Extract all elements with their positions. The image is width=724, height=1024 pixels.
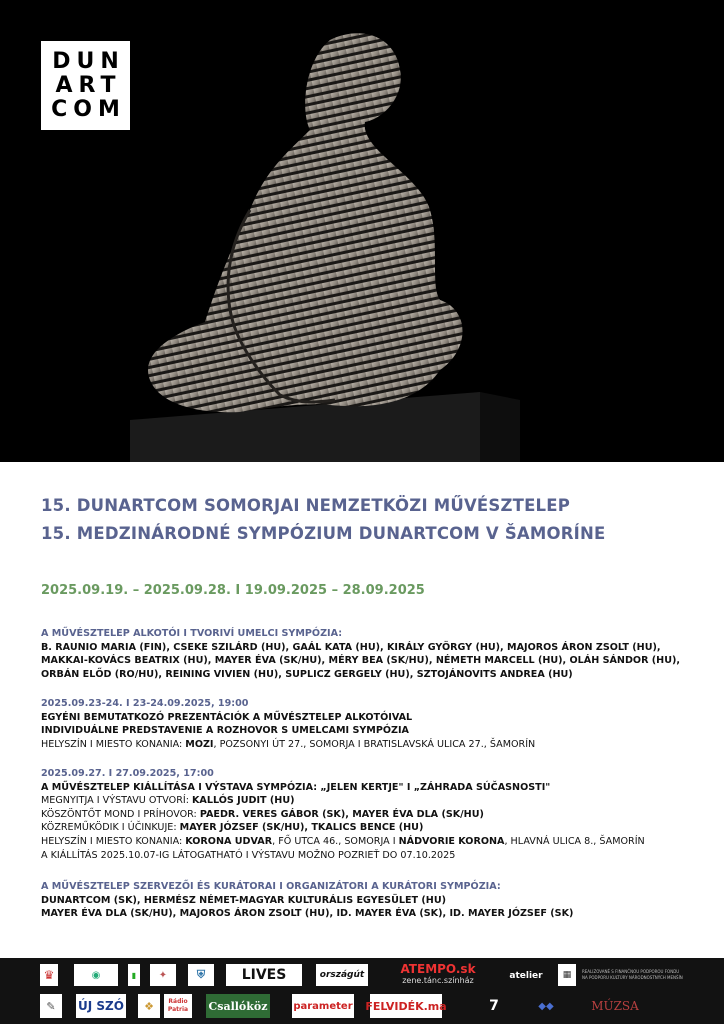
nka-logo-icon: ◉: [74, 964, 118, 986]
event1-line-1: EGYÉNI BEMUTATKOZÓ PREZENTÁCIÓK A MŰVÉSZTELEP ALKOTÓIVAL: [41, 711, 413, 723]
opening-label: MEGNYITJA I VÝSTAVU OTVORÍ:: [41, 795, 192, 807]
logo-line-3: COM: [51, 96, 126, 122]
radio-patria-logo: [164, 994, 192, 1018]
performers-names: MAYER JÓZSEF (SK/HU), TKALICS BENCE (HU): [179, 822, 424, 834]
organizers-section: [41, 880, 701, 921]
event1-section: [41, 697, 701, 751]
artists-line-1: B. RAUNIO MARIA (FIN), CSEKE SZILÁRD (HU), GAÁL KATA (HU), KIRÁLY GYÖRGY (HU), MAJOROS ÁRON ZSOLT (HU),: [41, 641, 661, 653]
coat-of-arms-icon: ⛨: [188, 964, 214, 986]
event2-performers: [41, 821, 701, 835]
venue-address-sk: , HLAVNÁ ULICA 8., ŠAMORÍN: [504, 835, 645, 847]
organizers-heading: A MŰVÉSZTELEP SZERVEZŐI ÉS KURÁTORAI I ORGANIZÁTORI A KURÁTORI SYMPÓZIA:: [41, 881, 501, 892]
lives-logo: [226, 964, 302, 986]
opening-name: KALLÓS JUDIT (HU): [192, 795, 295, 807]
artists-line-3: ORBÁN ELŐD (RO/HU), REINING VIVIEN (HU), SUPLICZ GERGELY (HU), SZTOJÁNOVITS ANDREA (HU): [41, 668, 573, 680]
emblem-logo-icon: ❖: [138, 994, 160, 1018]
ujszo-logo: [76, 994, 126, 1018]
lives-text: LIVES: [241, 967, 287, 983]
logo-line-1: DUN: [52, 48, 125, 74]
atempo-text: ATEMPO.sk: [400, 962, 476, 976]
venue-address: , POZSONYI ÚT 27., SOMORJA I BRATISLAVSKÁ ULICA 27., ŠAMORÍN: [213, 738, 536, 750]
fund-logo-icon: ▦: [558, 964, 576, 986]
venue-name-sk: NÁDVORIE KORONA: [398, 835, 505, 847]
seven-logo-icon: 7: [489, 998, 499, 1014]
atelier-text: atelier: [509, 971, 543, 981]
muzsa-text: MÚZSA: [591, 999, 639, 1013]
ujszo-text: ÚJ SZÓ: [78, 999, 124, 1013]
event1-heading: 2025.09.23-24. I 23-24.09.2025, 19:00: [41, 698, 249, 709]
atempo-logo: [380, 962, 496, 988]
feather-logo-icon: ✎: [40, 994, 62, 1018]
greeting-names: PAEDR. VERES GÁBOR (SK), MAYER ÉVA DLA (SK/HU): [199, 808, 484, 820]
hero-image: [0, 0, 724, 462]
artists-line-2: MAKKAI-KOVÁCS BEATRIX (HU), MAYER ÉVA (SK/HU), MÉRY BEA (SK/HU), NÉMETH MARCELL (HU), OLÁH SÁNDOR (HU),: [41, 655, 681, 667]
event-dates: 2025.09.19. – 2025.09.28. I 19.09.2025 – 28.09.2025: [41, 583, 425, 598]
venue-name: MOZI: [185, 738, 214, 750]
artists-heading: A MŰVÉSZTELEP ALKOTÓI I TVORIVÍ UMELCI SYMPÓZIA:: [41, 628, 343, 639]
event1-venue: [41, 738, 701, 752]
orszagut-text: országút: [319, 970, 365, 980]
parameter-logo: [292, 994, 354, 1018]
venue-label: HELYSZÍN I MIESTO KONANIA:: [41, 738, 186, 750]
logo-line-2: ART: [55, 72, 122, 98]
atelier-logo: [506, 966, 546, 986]
event2-visiting: A KIÁLLÍTÁS 2025.10.07-IG LÁTOGATHATÓ I VÝSTAVU MOŽNO POZRIEŤ DO 07.10.2025: [41, 849, 456, 861]
event2-section: [41, 767, 701, 862]
csallokoz-text: Csallóköz: [208, 999, 268, 1013]
partner-logo-icon: ◆◆: [538, 1000, 554, 1012]
performers-label: KÖZREMŰKÖDIK I ÚČINKUJE:: [41, 822, 180, 834]
sponsor-bar: [0, 958, 724, 1024]
event2-venue: [41, 835, 701, 849]
event1-line-2: INDIVIDUÁLNE PREDSTAVENIE A ROZHOVOR S UMELCAMI SYMPÓZIA: [41, 725, 409, 737]
institution-logo-icon: ✦: [150, 964, 176, 986]
atempo-subtitle: zene.tánc.színház: [402, 976, 474, 985]
dunartcom-logo: [41, 41, 130, 130]
venue-label: HELYSZÍN I MIESTO KONANIA:: [41, 835, 186, 847]
orszagut-logo: [316, 964, 368, 986]
radio-text: Rádio Patria: [167, 998, 189, 1013]
venue-name-hu: KORONA UDVAR: [185, 835, 273, 847]
organizers-line-2: MAYER ÉVA DLA (SK/HU), MAJOROS ÁRON ZSOLT (HU), ID. MAYER ÉVA (SK), ID. MAYER JÓZSEF (SK): [41, 908, 574, 920]
title-hu: 15. DUNARTCOM SOMORJAI NEMZETKÖZI MŰVÉSZTELEP: [41, 496, 571, 515]
parameter-text: parameter: [293, 1000, 353, 1012]
csallokoz-logo: [206, 994, 270, 1018]
felvidek-text: FELVIDÉK.ma: [365, 999, 447, 1013]
fund-text: REALIZOVANÉ S FINANČNOU PODPOROU FONDU NA PODPORU KULTÚRY NÁRODNOSTNÝCH MENŠÍN: [582, 969, 683, 980]
city-crest-icon: ♛: [40, 964, 58, 986]
artists-section: [41, 627, 701, 681]
event2-opening: [41, 794, 701, 808]
felvidek-logo: [365, 994, 447, 1018]
muzsa-logo: [588, 996, 642, 1016]
greeting-label: KÖSZÖNTŐT MOND I PRÍHOVOR:: [41, 808, 200, 820]
title-sk: 15. MEDZINÁRODNÉ SYMPÓZIUM DUNARTCOM V ŠAMORÍNE: [41, 524, 606, 543]
flag-logo-icon: ▮: [128, 964, 140, 986]
venue-address-hu: , FŐ UTCA 46., SOMORJA I: [272, 835, 399, 847]
event2-heading: 2025.09.27. I 27.09.2025, 17:00: [41, 768, 214, 779]
organizers-line-1: DUNARTCOM (SK), HERMÉSZ NÉMET-MAGYAR KULTURÁLIS EGYESÜLET (HU): [41, 894, 446, 906]
event2-greeting: [41, 808, 701, 822]
event2-line-1: A MŰVÉSZTELEP KIÁLLÍTÁSA I VÝSTAVA SYMPÓZIA: „JELEN KERTJE" I „ZÁHRADA SÚČASNOSTI": [41, 781, 551, 793]
